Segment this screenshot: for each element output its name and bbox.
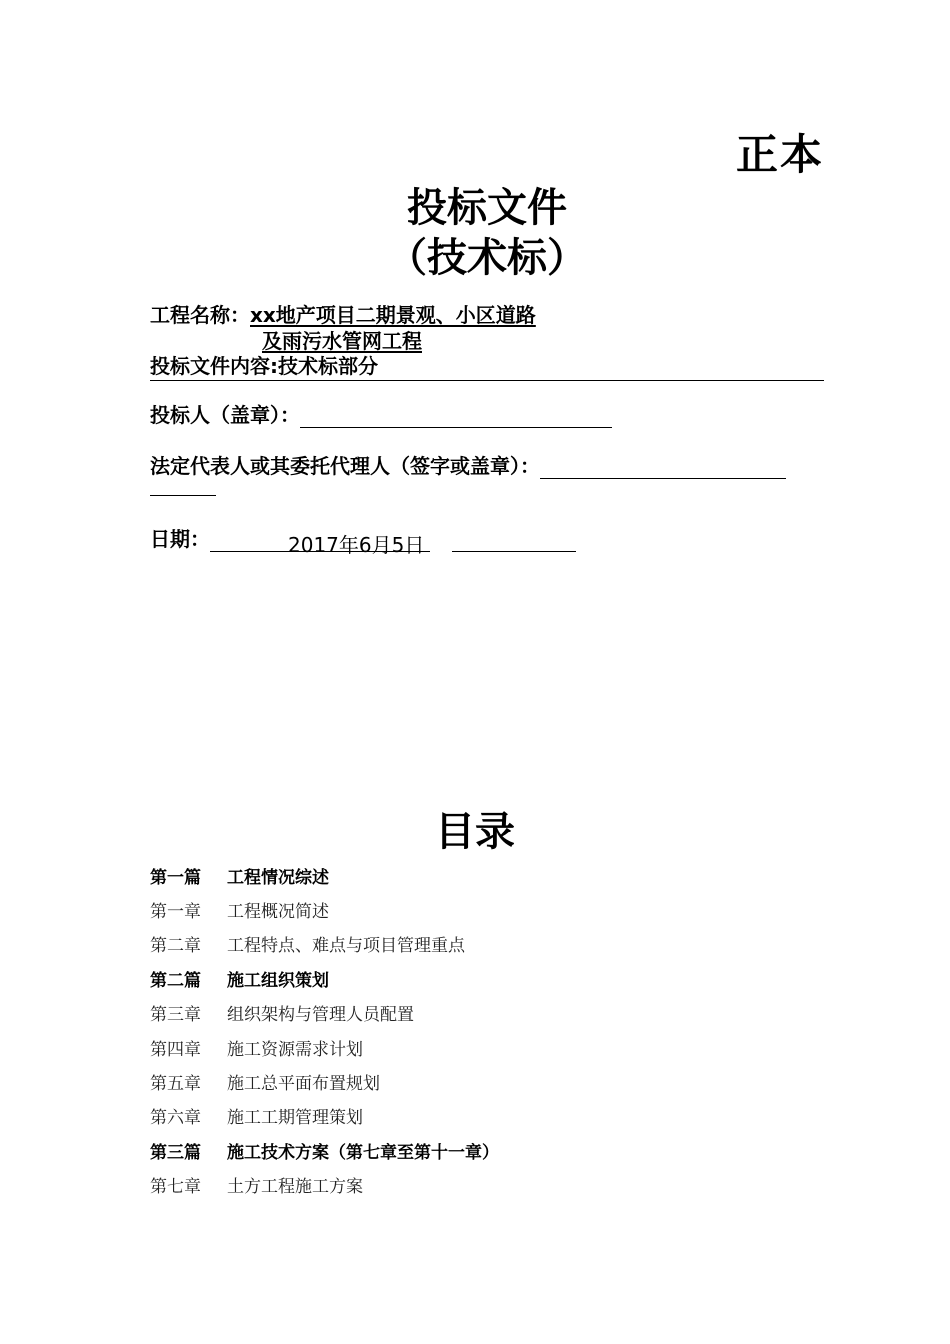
legal-rep-blank-line	[540, 456, 786, 479]
date-label: 日期：	[150, 527, 210, 551]
date-blank-line	[452, 529, 576, 552]
toc-item-number: 第七章	[150, 1177, 201, 1198]
toc-item-number: 第一章	[150, 902, 201, 923]
toc-item[interactable]	[150, 1133, 499, 1167]
toc-item-text: 工程概况简述	[227, 902, 329, 923]
date-value: 2017年6月5日	[288, 533, 425, 557]
toc-title: 目录	[435, 809, 515, 855]
toc-item-text: 施工工期管理策划	[227, 1108, 363, 1129]
toc-item-text: 工程情况综述	[227, 867, 329, 888]
toc-item[interactable]	[150, 996, 499, 1030]
bidder-field	[150, 399, 612, 428]
toc-item[interactable]	[150, 858, 499, 892]
toc-item-text: 施工技术方案（第七章至第十一章）	[227, 1142, 499, 1163]
bid-content-value: 技术标部分	[278, 354, 378, 378]
toc-item[interactable]	[150, 1099, 499, 1133]
toc-item-number: 第四章	[150, 1039, 201, 1060]
toc-item-text: 施工组织策划	[227, 970, 329, 991]
bidder-label: 投标人（盖章）：	[150, 403, 300, 427]
original-copy-mark: 正本	[735, 130, 824, 179]
table-of-contents	[150, 858, 499, 1202]
document-subtitle: （技术标）	[387, 235, 587, 281]
bid-content-label: 投标文件内容:	[150, 354, 278, 378]
toc-item-number: 第六章	[150, 1108, 201, 1129]
toc-item[interactable]	[150, 1168, 499, 1202]
project-name-value-line2: 及雨污水管网工程	[262, 329, 422, 353]
project-name-label: 工程名称：	[150, 303, 250, 327]
toc-item-text: 土方工程施工方案	[227, 1177, 363, 1198]
toc-item[interactable]	[150, 1064, 499, 1098]
legal-rep-label: 法定代表人或其委托代理人（签字或盖章）：	[150, 454, 540, 478]
date-underline	[210, 529, 430, 557]
toc-item-number: 第二篇	[150, 970, 201, 991]
bid-content-field	[150, 350, 824, 381]
toc-item-number: 第三章	[150, 1005, 201, 1026]
toc-item-number: 第一篇	[150, 867, 201, 888]
toc-item-text: 组织架构与管理人员配置	[227, 1005, 414, 1026]
toc-item-number: 第三篇	[150, 1142, 201, 1163]
project-name-field	[150, 299, 536, 328]
legal-rep-field	[150, 450, 786, 479]
toc-item[interactable]	[150, 927, 499, 961]
date-field	[150, 523, 576, 557]
toc-item[interactable]	[150, 892, 499, 926]
toc-item[interactable]	[150, 1030, 499, 1064]
bidder-blank-line	[300, 405, 612, 428]
toc-item[interactable]	[150, 961, 499, 995]
toc-item-text: 工程特点、难点与项目管理重点	[227, 936, 465, 957]
legal-rep-blank-line-continued	[150, 495, 216, 496]
toc-item-text: 施工资源需求计划	[227, 1039, 363, 1060]
toc-item-number: 第五章	[150, 1074, 201, 1095]
project-name-value-line1: xx地产项目二期景观、小区道路	[250, 303, 536, 327]
toc-item-number: 第二章	[150, 936, 201, 957]
document-title: 投标文件	[407, 185, 567, 231]
toc-item-text: 施工总平面布置规划	[227, 1074, 380, 1095]
